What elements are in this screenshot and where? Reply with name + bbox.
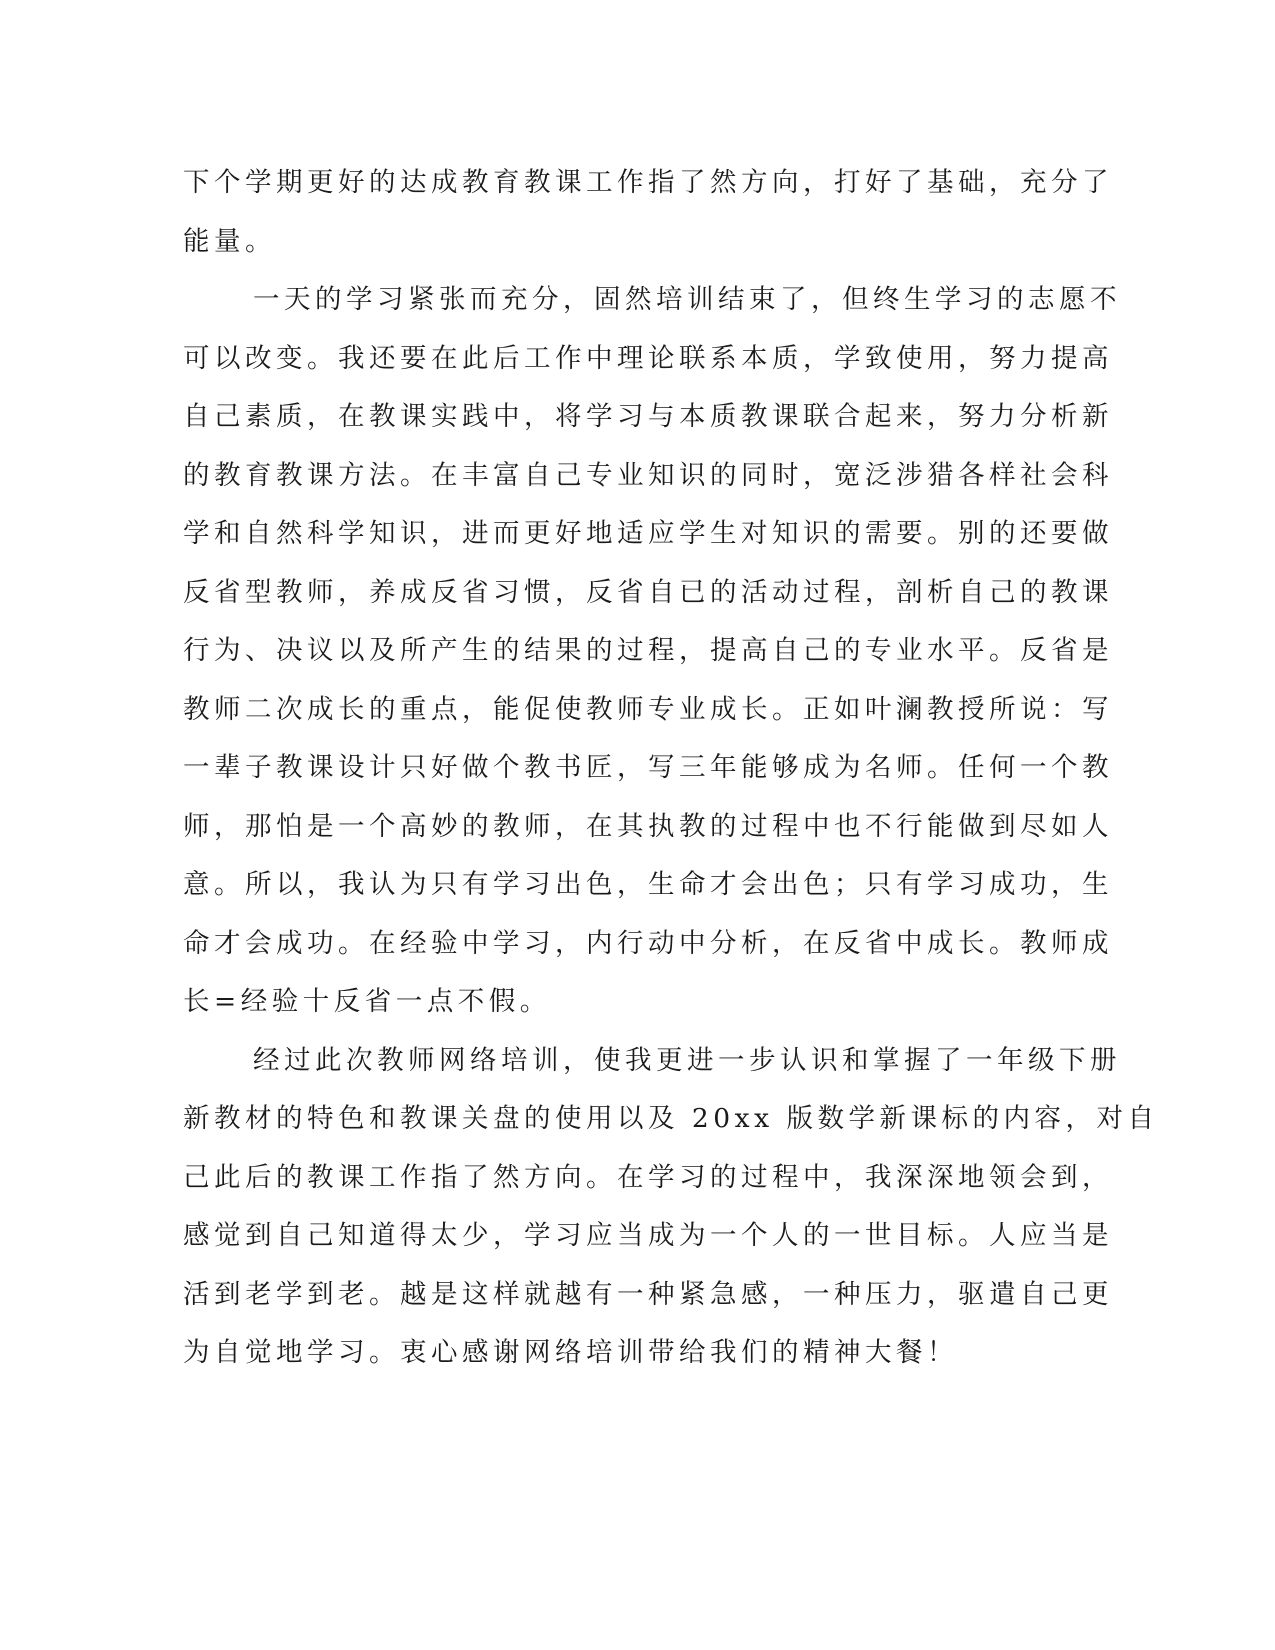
text-line: 一天的学习紧张而充分，固然培训结束了，但终生学习的志愿不 bbox=[253, 284, 1121, 315]
text-line: 命才会成功。在经验中学习，内行动中分析，在反省中成长。教师成 bbox=[183, 927, 1113, 959]
text-line: 经过此次教师网络培训，使我更进一步认识和掌握了一年级下册 bbox=[253, 1044, 1121, 1076]
text-line: 长=经验十反省一点不假。 bbox=[183, 986, 551, 1017]
text-line: 己此后的教课工作指了然方向。在学习的过程中，我深深地领会到， bbox=[183, 1161, 1113, 1193]
text-line: 可以改变。我还要在此后工作中理论联系本质，学致使用，努力提高 bbox=[183, 342, 1113, 374]
text-line: 能量。 bbox=[183, 225, 276, 257]
paragraph bbox=[183, 1032, 1159, 1383]
text-line: 一辈子教课设计只好做个教书匠，写三年能够成为名师。任何一个教 bbox=[183, 752, 1113, 783]
text-line: 学和自然科学知识，进而更好地适应学生对知识的需要。别的还要做 bbox=[183, 518, 1113, 549]
paragraph bbox=[183, 154, 1113, 271]
document-body bbox=[183, 154, 1159, 1383]
text-line: 的教育教课方法。在丰富自己专业知识的同时，宽泛涉猎各样社会科 bbox=[183, 459, 1113, 491]
text-line: 活到老学到老。越是这样就越有一种紧急感，一种压力，驱遣自己更 bbox=[183, 1278, 1113, 1310]
text-line: 师，那怕是一个高妙的教师，在其执教的过程中也不行能做到尽如人 bbox=[183, 810, 1113, 842]
text-line: 意。所以，我认为只有学习出色，生命才会出色；只有学习成功，生 bbox=[183, 869, 1113, 900]
text-line: 感觉到自己知道得太少，学习应当成为一个人的一世目标。人应当是 bbox=[183, 1220, 1113, 1251]
text-line: 教师二次成长的重点，能促使教师专业成长。正如叶澜教授所说：写 bbox=[183, 693, 1113, 725]
paragraph bbox=[183, 271, 1121, 1032]
text-line: 新教材的特色和教课关盘的使用以及 20xx 版数学新课标的内容，对自 bbox=[183, 1103, 1159, 1134]
text-line: 自己素质，在教课实践中，将学习与本质教课联合起来，努力分析新 bbox=[183, 401, 1113, 432]
text-line: 下个学期更好的达成教育教课工作指了然方向，打好了基础，充分了 bbox=[183, 167, 1113, 198]
text-line: 反省型教师，养成反省习惯，反省自已的活动过程，剖析自己的教课 bbox=[183, 576, 1113, 608]
text-line: 行为、决议以及所产生的结果的过程，提高自己的专业水平。反省是 bbox=[183, 635, 1113, 666]
text-line: 为自觉地学习。衷心感谢网络培训带给我们的精神大餐！ bbox=[183, 1337, 958, 1368]
